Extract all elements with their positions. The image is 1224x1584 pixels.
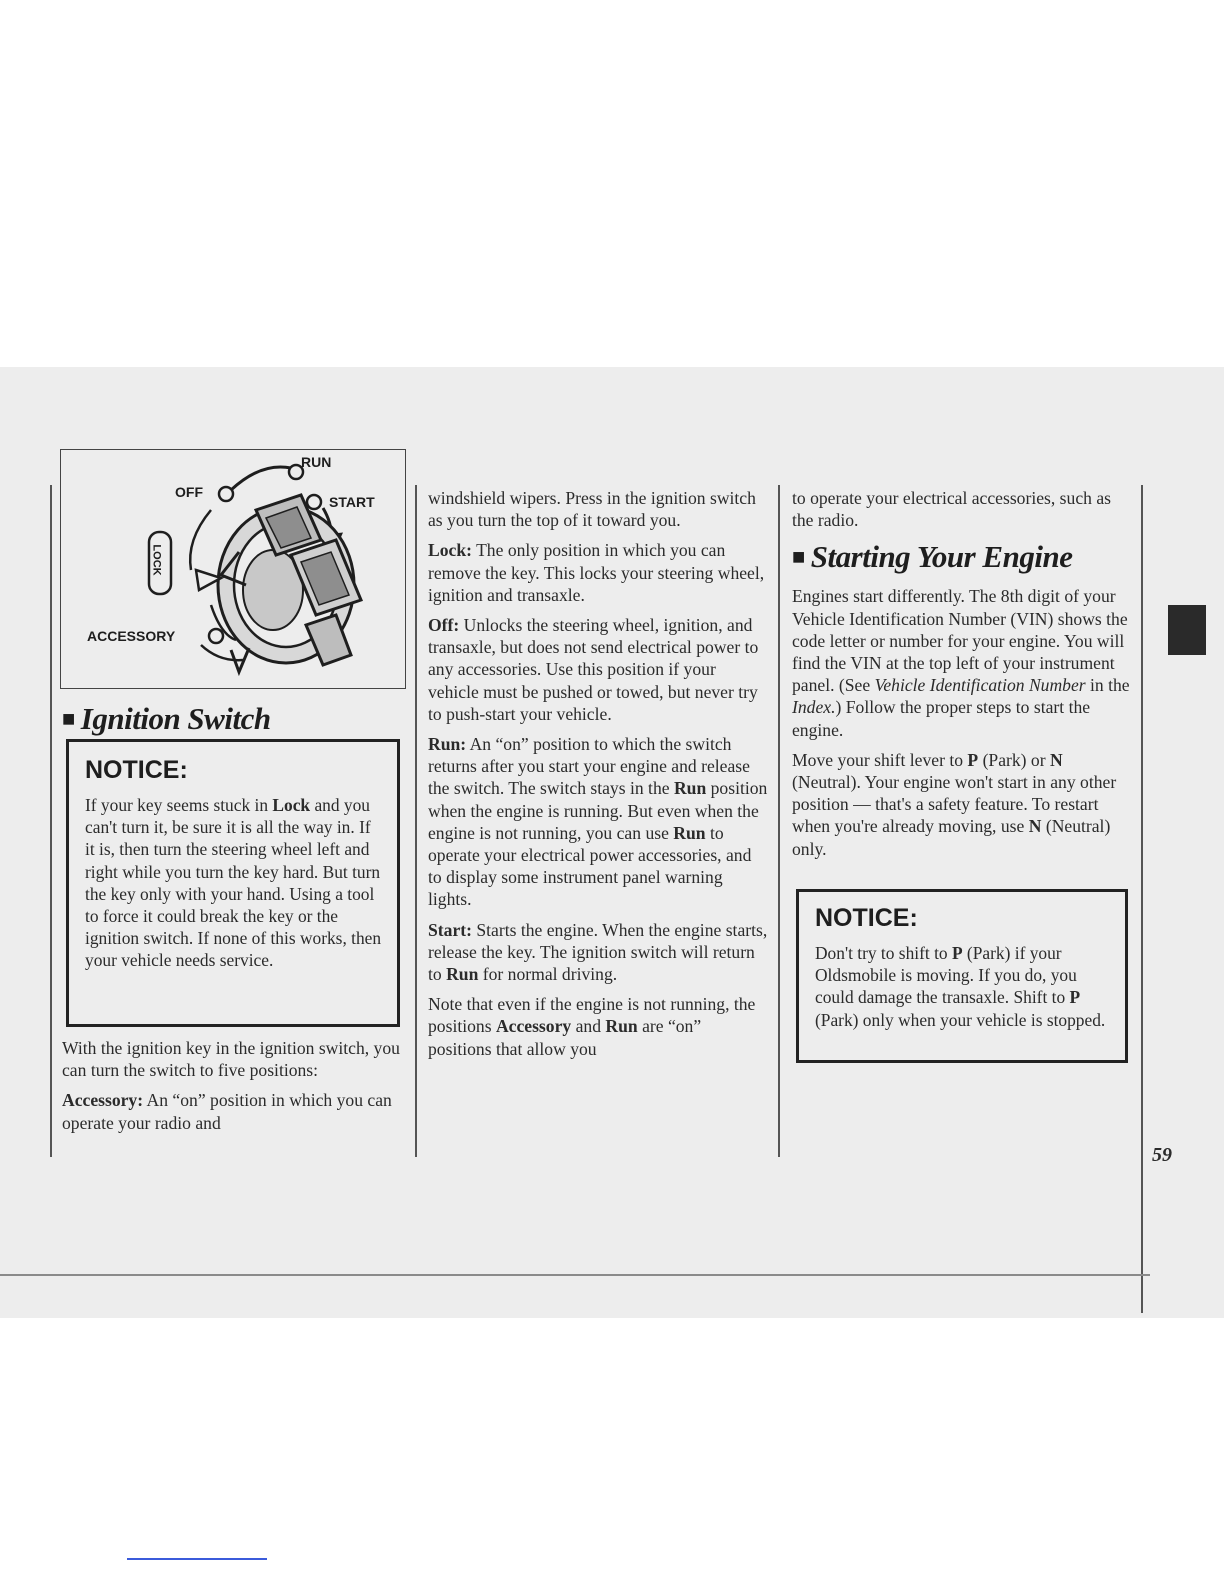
notice-title: NOTICE: bbox=[85, 756, 188, 784]
text-run: Run bbox=[605, 1016, 638, 1037]
vin-paragraph bbox=[792, 585, 1130, 740]
notice-body bbox=[85, 794, 383, 972]
note-paragraph bbox=[428, 993, 768, 1060]
ignition-switch-figure bbox=[60, 449, 406, 689]
column-1 bbox=[62, 701, 400, 737]
lock-label: Lock: bbox=[428, 540, 472, 561]
text-run: Index. bbox=[792, 697, 836, 718]
text-run: (Neutral). Your engine won't start in any other position — that's a safety feature. To restart when you're already moving, use bbox=[792, 772, 1117, 837]
text-run: to operate your electrical power accessories, and to display some instrument panel warning lights. bbox=[428, 822, 752, 910]
off-text: Unlocks the steering wheel, ignition, and transaxle, but does not send electrical power to any accessories. Use this position if your vehicle must be pushed or towed, but never try to push-start your vehicle. bbox=[428, 615, 759, 724]
off-paragraph bbox=[428, 614, 768, 725]
text-run: If your key seems stuck in bbox=[85, 795, 273, 815]
text-run: Run bbox=[673, 778, 707, 799]
text-run: and you can't turn it, be sure it is all the way in. If it is, then turn the steering wheel left and right while you turn the key hard. But turn the key only with your hand. Using a tool to force it could break the key or the ignition switch. If none of this works, then your vehicle needs service. bbox=[85, 795, 382, 971]
lock-paragraph bbox=[428, 539, 768, 606]
text-run: Lock bbox=[272, 795, 311, 815]
text-run: N bbox=[1050, 749, 1063, 770]
column-1-body bbox=[62, 1037, 400, 1142]
ignition-switch-illustration bbox=[61, 450, 404, 687]
run-paragraph bbox=[428, 733, 768, 911]
ignition-intro: With the ignition key in the ignition switch, you can turn the switch to five positions: bbox=[62, 1038, 400, 1081]
wipers-paragraph: windshield wipers. Press in the ignition switch as you turn the top of it toward you. bbox=[428, 488, 756, 531]
text-run: Run: bbox=[428, 734, 467, 755]
lock-text: The only position in which you can remove the key. This locks your steering wheel, ignition and transaxle. bbox=[428, 540, 765, 605]
text-run: and bbox=[571, 1016, 606, 1037]
text-run: P bbox=[967, 749, 979, 770]
heading-bullet: ■ bbox=[792, 544, 805, 570]
text-run: P bbox=[951, 943, 963, 963]
notice-body bbox=[815, 942, 1111, 1031]
column-divider-2 bbox=[778, 485, 780, 1157]
text-run: Note that even if the engine is not running, the positions bbox=[428, 994, 756, 1037]
notice-title: NOTICE: bbox=[815, 904, 918, 932]
text-run: An “on” position to which the switch returns after you start your engine and release the switch. The switch stays in the bbox=[428, 734, 750, 799]
column-3 bbox=[792, 487, 1130, 868]
text-run: position when the engine is running. But even when the engine is not running, you can use bbox=[428, 778, 768, 843]
text-run: Run bbox=[446, 964, 479, 985]
manual-page bbox=[0, 367, 1224, 1318]
radio-paragraph: to operate your electrical accessories, such as the radio. bbox=[792, 488, 1111, 531]
text-run: N bbox=[1028, 816, 1042, 837]
text-run: P bbox=[1069, 987, 1081, 1008]
text-run: Starts the engine. When the engine starts, release the key. The ignition switch will return to bbox=[428, 919, 768, 985]
page-number: 59 bbox=[1152, 1144, 1172, 1166]
text-run: Vehicle Identification Number bbox=[874, 675, 1086, 696]
notice-box-park bbox=[796, 889, 1128, 1063]
heading-bullet: ■ bbox=[62, 706, 75, 731]
text-run: (Neutral) only. bbox=[792, 816, 1111, 859]
left-column-rule bbox=[50, 485, 52, 1157]
text-run: Move your shift lever to bbox=[792, 749, 968, 770]
text-run: Don't try to shift to bbox=[815, 943, 952, 963]
figure-label-off: OFF bbox=[175, 484, 203, 500]
ignition-switch-heading bbox=[62, 701, 400, 737]
text-run: Start: bbox=[428, 919, 472, 940]
figure-label-run: RUN bbox=[301, 454, 332, 470]
text-run: Engines start differently. The 8th digit of your Vehicle Identification Number (VIN) shows the code letter or number for your engine. You will find the VIN at the top left of your instrument panel. (See bbox=[792, 586, 1128, 696]
accessory-label: Accessory: bbox=[62, 1090, 144, 1111]
figure-label-start: START bbox=[329, 494, 375, 510]
ignition-switch-title: Ignition Switch bbox=[80, 701, 271, 736]
right-margin-rule bbox=[1141, 485, 1143, 1313]
footer-link-line bbox=[127, 1558, 267, 1560]
figure-label-accessory: ACCESSORY bbox=[87, 628, 176, 644]
text-run: Run bbox=[673, 822, 706, 843]
page-bottom-rule bbox=[0, 1274, 1150, 1276]
text-run: (Park) only when your vehicle is stopped. bbox=[815, 1009, 1106, 1030]
text-run: (Park) if your Oldsmobile is moving. If you do, you could damage the transaxle. Shift to bbox=[815, 943, 1077, 1008]
text-run: (Park) or bbox=[978, 749, 1050, 770]
text-run: Accessory bbox=[495, 1016, 572, 1037]
text-run: are “on” positions that allow you bbox=[428, 1016, 702, 1059]
start-paragraph bbox=[428, 919, 768, 986]
starting-engine-heading bbox=[792, 539, 1130, 575]
figure-label-lock: LOCK bbox=[150, 544, 163, 576]
column-2 bbox=[428, 487, 768, 1068]
shift-paragraph bbox=[792, 749, 1130, 860]
column-divider-1 bbox=[415, 485, 417, 1157]
notice-box-stuck-key bbox=[66, 739, 400, 1027]
section-tab-marker bbox=[1168, 605, 1206, 655]
accessory-paragraph bbox=[62, 1089, 400, 1133]
off-label: Off: bbox=[428, 615, 460, 636]
starting-engine-title: Starting Your Engine bbox=[810, 539, 1073, 575]
text-run: in the bbox=[1085, 675, 1130, 696]
text-run: ) Follow the proper steps to start the engine. bbox=[792, 697, 1091, 740]
accessory-text: An “on” position in which you can operate your radio and bbox=[62, 1090, 392, 1133]
text-run: for normal driving. bbox=[478, 964, 618, 985]
